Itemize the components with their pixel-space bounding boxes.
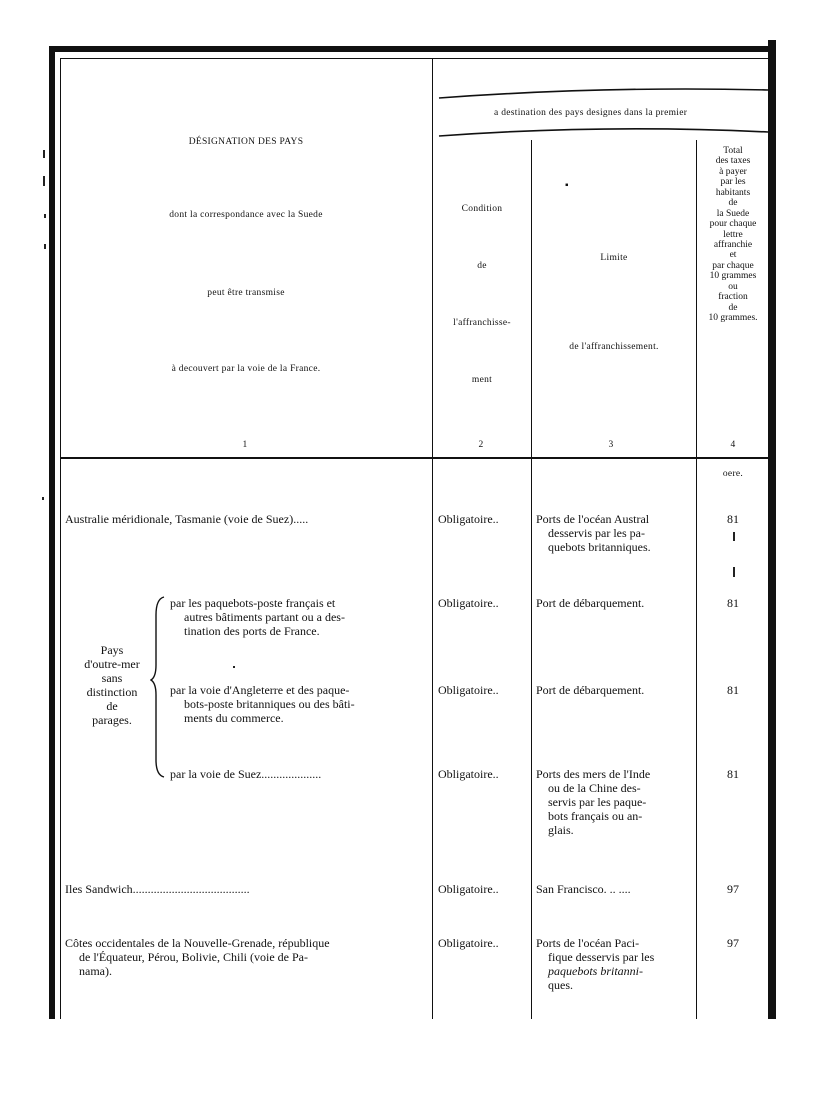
- scan-mark: [44, 214, 46, 218]
- col-sep-1: [432, 59, 433, 1019]
- col1-header-line2: dont la correspondance avec la Suede: [169, 210, 323, 220]
- group-brace: [150, 595, 168, 780]
- row4-country: par la voie de Suez....................: [170, 767, 322, 781]
- scan-mark: [733, 532, 735, 541]
- row2-condition: Obligatoire..: [438, 596, 499, 610]
- header-bottom-rule: [61, 457, 768, 459]
- col2-header-line3: l'affranchisse-: [453, 318, 511, 328]
- col4-header: Total des taxes à payer par les habitants de la Suede pour chaque lettre affranchie et par chaque 10 grammes ou fraction de 10 grammes.: [708, 146, 758, 323]
- scan-mark: [733, 567, 735, 577]
- header-group-title: a destination des pays designes dans la premier: [494, 108, 688, 118]
- row6-condition: Obligatoire..: [438, 936, 499, 950]
- col1-header-line3: peut être transmise: [207, 288, 285, 298]
- row5-country: Iles Sandwich.......................................: [65, 882, 250, 896]
- row3-tax: 81: [727, 683, 739, 697]
- row2-limit: Port de débarquement.: [536, 596, 645, 610]
- row1-tax: 81: [727, 512, 739, 526]
- row2-tax: 81: [727, 596, 739, 610]
- row4-tax: 81: [727, 767, 739, 781]
- row1-condition: Obligatoire..: [438, 512, 499, 526]
- row6-limit: Ports de l'océan Paci- fique desservis par les paquebots britanni- ques.: [536, 936, 655, 992]
- scan-mark: [233, 666, 235, 668]
- tax-unit: oere.: [722, 469, 744, 479]
- row6-country: Côtes occidentales de la Nouvelle-Grenade, république de l'Équateur, Pérou, Bolivie, Chili (voie de Pa- nama).: [65, 936, 330, 978]
- col1-header-line1: DÉSIGNATION DES PAYS: [188, 137, 304, 147]
- col2-header-line2: de: [477, 261, 487, 271]
- row6-tax: 97: [727, 936, 739, 950]
- row5-limit: San Francisco. .. ....: [536, 882, 631, 896]
- col2-header-line1: Condition: [461, 204, 503, 214]
- col3-header-dot: ▪: [565, 180, 569, 191]
- col-number-4: 4: [730, 440, 736, 450]
- col-sep-2: [531, 140, 532, 1019]
- row5-tax: 97: [727, 882, 739, 896]
- frame-left-thick: [49, 46, 55, 1019]
- scan-mark: [44, 244, 46, 249]
- col-number-3: 3: [608, 440, 614, 450]
- col3-header-line1: Limite: [600, 253, 628, 263]
- col1-header-line4: à decouvert par la voie de la France.: [171, 364, 321, 374]
- group-label: Pays d'outre-mer sans distinction de parages.: [84, 643, 140, 727]
- row2-country: par les paquebots-poste français et autres bâtiments partant ou a des- tination des ports de France.: [170, 596, 345, 638]
- scan-mark: [42, 497, 44, 500]
- col3-header-line2: de l'affranchissement.: [569, 342, 659, 352]
- row3-limit: Port de débarquement.: [536, 683, 645, 697]
- scan-mark: [43, 150, 45, 158]
- row3-condition: Obligatoire..: [438, 683, 499, 697]
- scan-mark: [43, 176, 45, 186]
- col-number-1: 1: [242, 440, 248, 450]
- frame-top-thin: [60, 58, 769, 59]
- col-number-2: 2: [478, 440, 484, 450]
- row3-country: par la voie d'Angleterre et des paque- bots-poste britanniques ou des bâti- ments du commerce.: [170, 683, 355, 725]
- col2-header-line4: ment: [471, 375, 493, 385]
- row1-country: Australie méridionale, Tasmanie (voie de Suez).....: [65, 512, 309, 526]
- row4-condition: Obligatoire..: [438, 767, 499, 781]
- frame-top-thick: [49, 46, 769, 52]
- frame-left-thin: [60, 58, 61, 1019]
- row4-limit: Ports des mers de l'Inde ou de la Chine des- servis par les paque- bots français ou an- glais.: [536, 767, 651, 837]
- row1-limit: Ports de l'océan Austral desservis par les pa- quebots britanniques.: [536, 512, 651, 554]
- row5-condition: Obligatoire..: [438, 882, 499, 896]
